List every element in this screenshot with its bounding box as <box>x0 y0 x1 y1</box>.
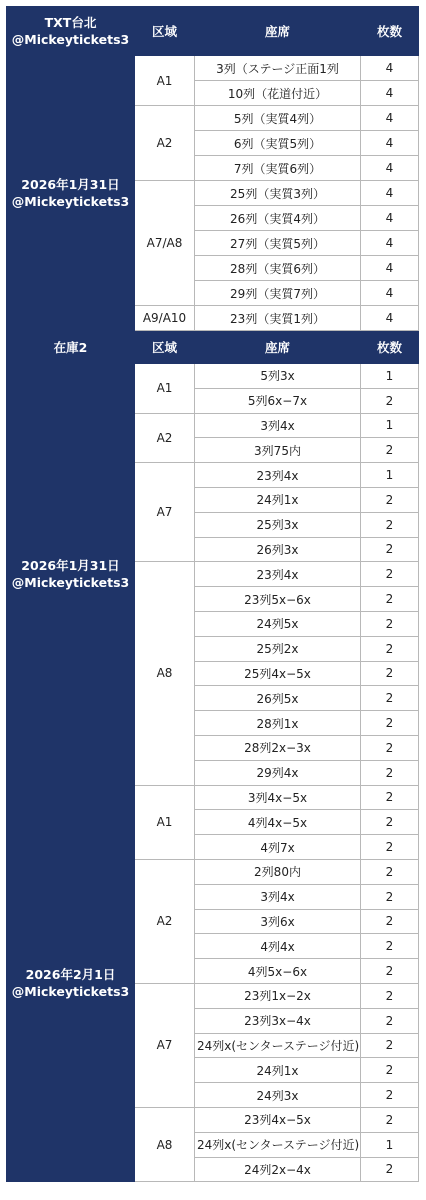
seat-cell: 24列1x <box>195 1058 361 1083</box>
qty-cell: 4 <box>361 231 419 256</box>
seat-cell: 23列4x <box>195 463 361 488</box>
seat-cell: 5列6x−7x <box>195 388 361 413</box>
seat-cell: 25列（実質3列） <box>195 181 361 206</box>
header-row-2 <box>7 331 419 364</box>
date-label: 2026年1月31日 <box>21 177 120 192</box>
qty-cell: 4 <box>361 256 419 281</box>
date-handle: @Mickeytickets3 <box>11 194 130 209</box>
col-header-zone: 区域 <box>135 7 195 56</box>
qty-cell: 4 <box>361 181 419 206</box>
header-row-1 <box>7 7 419 56</box>
date-label: 2026年1月31日 <box>21 558 120 574</box>
seat-cell: 7列（実質6列） <box>195 156 361 181</box>
qty-cell: 4 <box>361 156 419 181</box>
qty-cell: 2 <box>361 512 419 537</box>
seat-cell: 3列4x−5x <box>195 785 361 810</box>
qty-cell: 2 <box>361 562 419 587</box>
seat-cell: 5列（実質4列） <box>195 106 361 131</box>
brand-handle: @Mickeytickets3 <box>11 32 130 47</box>
qty-cell: 2 <box>361 1058 419 1083</box>
seat-cell: 29列4x <box>195 760 361 785</box>
seat-cell: 24列2x−4x <box>195 1157 361 1182</box>
qty-cell: 4 <box>361 281 419 306</box>
zone-cell: A7 <box>135 463 195 562</box>
qty-cell: 2 <box>361 810 419 835</box>
col-header-zone: 区域 <box>135 331 195 364</box>
qty-cell: 2 <box>361 1083 419 1108</box>
qty-cell: 2 <box>361 1008 419 1033</box>
qty-cell: 2 <box>361 1107 419 1132</box>
qty-cell: 2 <box>361 909 419 934</box>
date-cell <box>7 56 135 331</box>
seat-cell: 3列6x <box>195 909 361 934</box>
seat-cell: 23列（実質1列） <box>195 306 361 331</box>
inventory-table <box>6 6 419 1182</box>
qty-cell: 2 <box>361 388 419 413</box>
seat-cell: 28列（実質6列） <box>195 256 361 281</box>
zone-cell: A1 <box>135 785 195 859</box>
zone-cell: A2 <box>135 106 195 181</box>
seat-cell: 24列3x <box>195 1083 361 1108</box>
qty-cell: 2 <box>361 983 419 1008</box>
qty-cell: 4 <box>361 106 419 131</box>
qty-cell: 2 <box>361 661 419 686</box>
qty-cell: 2 <box>361 760 419 785</box>
seat-cell: 4列4x <box>195 934 361 959</box>
qty-cell: 2 <box>361 636 419 661</box>
seat-cell: 4列7x <box>195 835 361 860</box>
seat-cell: 4列4x−5x <box>195 810 361 835</box>
seat-cell: 10列（花道付近） <box>195 81 361 106</box>
qty-cell: 2 <box>361 686 419 711</box>
table-row <box>7 56 419 81</box>
qty-cell: 2 <box>361 438 419 463</box>
col-header-qty: 枚数 <box>361 7 419 56</box>
zone-cell: A1 <box>135 364 195 414</box>
qty-cell: 2 <box>361 537 419 562</box>
date-handle: @Mickeytickets3 <box>11 575 130 591</box>
seat-cell: 5列3x <box>195 364 361 389</box>
zone-cell: A1 <box>135 56 195 106</box>
seat-cell: 6列（実質5列） <box>195 131 361 156</box>
zone-cell: A2 <box>135 413 195 463</box>
seat-cell: 3列75内 <box>195 438 361 463</box>
qty-cell: 2 <box>361 1033 419 1058</box>
date-cell <box>7 364 135 786</box>
ticket-inventory-sheet <box>6 6 418 1182</box>
qty-cell: 2 <box>361 859 419 884</box>
stock-label-cell: 在庫2 <box>7 331 135 364</box>
seat-cell: 25列2x <box>195 636 361 661</box>
zone-cell: A9/A10 <box>135 306 195 331</box>
seat-cell: 23列5x−6x <box>195 587 361 612</box>
zone-cell: A7 <box>135 983 195 1107</box>
seat-cell: 24列1x <box>195 487 361 512</box>
qty-cell: 2 <box>361 934 419 959</box>
col-header-seat: 座席 <box>195 331 361 364</box>
qty-cell: 4 <box>361 131 419 156</box>
qty-cell: 1 <box>361 463 419 488</box>
qty-cell: 2 <box>361 785 419 810</box>
qty-cell: 2 <box>361 1157 419 1182</box>
seat-cell: 3列（ステージ正面1列 <box>195 56 361 81</box>
seat-cell: 29列（実質7列） <box>195 281 361 306</box>
seat-cell: 24列x(センターステージ付近) <box>195 1033 361 1058</box>
col-header-qty: 枚数 <box>361 331 419 364</box>
seat-cell: 23列4x <box>195 562 361 587</box>
seat-cell: 26列3x <box>195 537 361 562</box>
qty-cell: 2 <box>361 711 419 736</box>
qty-cell: 2 <box>361 835 419 860</box>
qty-cell: 2 <box>361 959 419 984</box>
qty-cell: 1 <box>361 1132 419 1157</box>
col-header-seat: 座席 <box>195 7 361 56</box>
seat-cell: 28列2x−3x <box>195 735 361 760</box>
seat-cell: 3列4x <box>195 413 361 438</box>
qty-cell: 2 <box>361 587 419 612</box>
table-row <box>7 364 419 389</box>
date-handle: @Mickeytickets3 <box>11 984 130 1000</box>
qty-cell: 4 <box>361 306 419 331</box>
qty-cell: 2 <box>361 884 419 909</box>
seat-cell: 25列3x <box>195 512 361 537</box>
inventory-table-body <box>7 7 419 1182</box>
seat-cell: 2列80内 <box>195 859 361 884</box>
seat-cell: 23列4x−5x <box>195 1107 361 1132</box>
seat-cell: 4列5x−6x <box>195 959 361 984</box>
seat-cell: 24列5x <box>195 611 361 636</box>
qty-cell: 4 <box>361 56 419 81</box>
zone-cell: A2 <box>135 859 195 983</box>
zone-cell: A8 <box>135 1107 195 1181</box>
qty-cell: 2 <box>361 735 419 760</box>
qty-cell: 2 <box>361 487 419 512</box>
qty-cell: 4 <box>361 81 419 106</box>
seat-cell: 25列4x−5x <box>195 661 361 686</box>
zone-cell: A7/A8 <box>135 181 195 306</box>
date-label: 2026年2月1日 <box>25 967 116 983</box>
brand-cell <box>7 7 135 56</box>
seat-cell: 28列1x <box>195 711 361 736</box>
seat-cell: 23列3x−4x <box>195 1008 361 1033</box>
qty-cell: 2 <box>361 611 419 636</box>
seat-cell: 23列1x−2x <box>195 983 361 1008</box>
date-cell <box>7 785 135 1182</box>
seat-cell: 24列x(センターステージ付近) <box>195 1132 361 1157</box>
qty-cell: 1 <box>361 413 419 438</box>
qty-cell: 4 <box>361 206 419 231</box>
seat-cell: 3列4x <box>195 884 361 909</box>
brand-title: TXT台北 <box>44 15 97 30</box>
zone-cell: A8 <box>135 562 195 785</box>
seat-cell: 26列（実質4列） <box>195 206 361 231</box>
seat-cell: 27列（実質5列） <box>195 231 361 256</box>
seat-cell: 26列5x <box>195 686 361 711</box>
qty-cell: 1 <box>361 364 419 389</box>
table-row <box>7 785 419 810</box>
